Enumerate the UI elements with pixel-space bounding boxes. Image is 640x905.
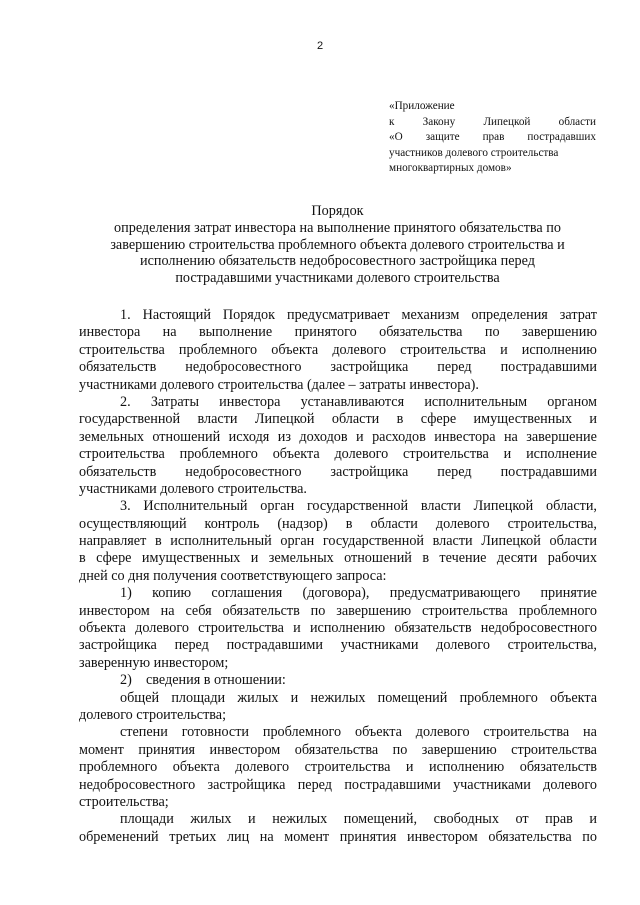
body-word: на xyxy=(259,828,274,845)
body-word: исполнительный xyxy=(170,533,272,550)
body-word: долевого xyxy=(135,620,189,637)
body-word: строительства xyxy=(403,446,489,463)
body-word: течение xyxy=(439,550,487,567)
body-word: принятия xyxy=(339,828,397,845)
body-line: участниками долевого строительства. xyxy=(79,480,307,497)
body-line xyxy=(79,620,597,637)
appendix-line-4: участников долевого строительства xyxy=(389,146,559,159)
body-word: нежилых xyxy=(272,811,328,828)
body-line: заверенную инвестором; xyxy=(79,654,229,671)
body-word: устанавливаются xyxy=(300,393,405,410)
body-word: недобросовестного xyxy=(185,463,302,480)
appendix-word: Липецкой xyxy=(483,115,531,128)
document-title xyxy=(80,203,595,287)
body-word: области xyxy=(331,411,380,428)
appendix-word: прав xyxy=(482,131,505,144)
body-word: на xyxy=(503,428,518,445)
body-word: контроль xyxy=(204,515,260,532)
body-word: момент xyxy=(284,828,330,845)
body-word: в xyxy=(79,550,86,567)
body-line: дней со дня получения соответствующего запроса: xyxy=(79,567,387,584)
body-word: по xyxy=(392,741,408,758)
body-word: в xyxy=(154,533,162,550)
body-line xyxy=(79,342,597,359)
body-word: объекта xyxy=(272,446,320,463)
body-word: по xyxy=(582,828,597,845)
body-word: инвестора xyxy=(79,324,141,341)
body-word: и xyxy=(503,446,512,463)
body-word: 2. xyxy=(120,393,131,410)
body-word: проблемного xyxy=(262,724,342,741)
body-word: отношений xyxy=(344,550,412,567)
body-word: (надзор) xyxy=(277,515,328,532)
body-word: обременений xyxy=(79,828,159,845)
body-word: и xyxy=(500,341,508,358)
body-line xyxy=(79,464,597,481)
title-heading: Порядок xyxy=(311,203,364,219)
body-word: застройщика xyxy=(207,776,286,793)
body-line xyxy=(79,603,597,620)
appendix-word: области xyxy=(558,115,596,128)
body-word: пострадавшими xyxy=(344,776,441,793)
body-word: пострадавшими xyxy=(500,359,597,376)
body-word: 1. xyxy=(120,307,131,323)
body-word: объекта xyxy=(172,759,220,776)
body-word: инвестором xyxy=(79,602,150,619)
body-word: строительства xyxy=(400,341,486,358)
body-word: проблемного xyxy=(518,602,597,619)
body-word: застройщика xyxy=(330,463,409,480)
body-word: недобросовестного xyxy=(79,776,196,793)
body-word: перед xyxy=(174,637,209,654)
body-word: долевого xyxy=(235,759,290,776)
body-word: земельных xyxy=(268,550,334,567)
body-word: строительства xyxy=(304,759,391,776)
body-word: инвестора xyxy=(219,393,281,410)
body-line xyxy=(79,585,597,602)
body-word: из xyxy=(277,428,291,445)
body-word: сфере xyxy=(96,550,132,567)
body-word: степени xyxy=(120,724,168,741)
appendix-line-5: многоквартирных домов» xyxy=(389,162,512,175)
body-word: и xyxy=(405,759,414,776)
body-word: объекта xyxy=(79,620,126,637)
body-word: механизм xyxy=(401,307,460,323)
body-word: и xyxy=(589,411,597,428)
body-word: обязательств xyxy=(79,463,157,480)
body-line xyxy=(79,724,597,741)
body-word: участниками xyxy=(340,637,419,654)
body-word: инвестора xyxy=(434,428,496,445)
body-word: имущественных xyxy=(473,411,572,428)
body-word: обязательства xyxy=(294,741,379,758)
body-word: в xyxy=(345,515,353,532)
page-number: 2 xyxy=(316,40,324,52)
body-word: третьих xyxy=(169,828,217,845)
body-word: застройщика xyxy=(330,359,409,376)
body-line xyxy=(79,516,597,533)
body-word: Затраты xyxy=(150,393,199,410)
body-word: и xyxy=(248,811,256,828)
body-word: пострадавшими xyxy=(226,637,323,654)
body-word: инвестором xyxy=(407,828,478,845)
body-word: и xyxy=(293,620,301,637)
body-word: долевого xyxy=(332,341,387,358)
body-word: имущественных xyxy=(141,550,241,567)
body-word: обязательств xyxy=(394,620,472,637)
body-word: перед xyxy=(437,463,472,480)
body-line xyxy=(79,637,597,654)
body-line: долевого строительства; xyxy=(79,706,227,723)
body-word: исполнению xyxy=(521,341,597,358)
body-word: прав xyxy=(545,811,573,828)
body-word: строительства xyxy=(79,446,165,463)
body-word: расходов xyxy=(372,428,426,445)
body-word: строительства xyxy=(79,341,165,358)
body-word: выполнение xyxy=(198,324,273,341)
body-word: жилых xyxy=(190,811,232,828)
appendix-line-2 xyxy=(389,115,596,131)
body-word: помещений xyxy=(377,689,448,706)
body-word: на xyxy=(160,602,175,619)
body-word: объекта xyxy=(271,341,319,358)
title-line: определения затрат инвестора на выполнение принятого обязательства по xyxy=(114,219,561,236)
body-word: завершение xyxy=(526,428,597,445)
appendix-word: «О xyxy=(389,131,403,144)
body-word: Липецкой xyxy=(481,533,541,550)
body-word: определения xyxy=(471,307,548,323)
body-word: перед xyxy=(437,359,472,376)
body-line xyxy=(79,359,597,376)
body-word: Настоящий xyxy=(142,307,211,323)
document-body xyxy=(79,307,597,846)
body-word: орган xyxy=(260,498,295,515)
body-word: исходя xyxy=(228,428,270,445)
body-word: проблемного xyxy=(459,689,538,706)
body-line xyxy=(79,429,597,446)
body-word: строительства, xyxy=(507,637,597,654)
body-word: принятие xyxy=(540,585,597,602)
body-word: строительства xyxy=(511,741,597,758)
body-line xyxy=(79,742,597,759)
body-line xyxy=(79,759,597,776)
body-word: завершению xyxy=(336,602,412,619)
body-word: проблемного xyxy=(178,341,258,358)
body-word: рабочих xyxy=(547,550,597,567)
body-word: обязательств xyxy=(222,602,300,619)
body-word: 3. xyxy=(120,498,131,515)
title-line: исполнению обязательств недобросовестного застройщика перед xyxy=(140,253,535,270)
body-word: десяти xyxy=(496,550,538,567)
body-word: и xyxy=(356,428,364,445)
body-word: государственной xyxy=(79,411,181,428)
appendix-word: Закону xyxy=(422,115,456,128)
body-word: свободных xyxy=(433,811,499,828)
appendix-line-3 xyxy=(389,130,596,146)
body-word: строительства, xyxy=(507,515,597,532)
body-line xyxy=(79,829,597,846)
body-word: государственной xyxy=(322,533,425,550)
body-line xyxy=(79,811,597,828)
body-word: и xyxy=(290,689,299,706)
body-word: участниками xyxy=(453,776,531,793)
body-word: исполнению xyxy=(429,759,505,776)
body-word: недобросовестного xyxy=(185,359,302,376)
body-word: доходов xyxy=(299,428,348,445)
body-word: предусматривает xyxy=(286,307,390,323)
title-line: завершению строительства проблемного объекта долевого строительства и xyxy=(110,236,565,253)
body-word: Липецкой xyxy=(254,411,315,428)
body-word: 1) xyxy=(120,585,132,602)
body-line xyxy=(79,498,597,515)
body-word: жилых xyxy=(237,689,279,706)
body-word: перед xyxy=(297,776,333,793)
body-word: (договора), xyxy=(302,585,370,602)
body-word: затрат xyxy=(559,307,597,323)
body-line xyxy=(79,550,597,567)
body-line xyxy=(79,777,597,794)
body-word: пострадавшими xyxy=(500,463,597,480)
body-word: в xyxy=(422,550,430,567)
body-word: долевого xyxy=(543,776,597,793)
body-word: орган xyxy=(280,533,315,550)
body-word: и xyxy=(250,550,259,567)
body-word: предусматривающего xyxy=(389,585,521,602)
appendix-word: пострадавших xyxy=(527,131,596,144)
body-word: завершению xyxy=(421,741,497,758)
body-word: объекта xyxy=(354,724,402,741)
body-line xyxy=(79,394,597,411)
body-word: лиц xyxy=(226,828,250,845)
body-word: государственной xyxy=(306,498,409,515)
appendix-reference xyxy=(389,99,596,177)
body-word: власти xyxy=(432,533,473,550)
body-word: земельных xyxy=(79,428,144,445)
body-word: Липецкой xyxy=(473,498,534,515)
body-line xyxy=(79,307,597,324)
body-word: проблемного xyxy=(179,446,258,463)
body-line xyxy=(79,533,597,550)
body-word: общей xyxy=(120,689,160,706)
body-word: от xyxy=(515,811,529,828)
body-line: участниками долевого строительства (далее – затраты инвестора). xyxy=(79,376,479,393)
body-word: по xyxy=(310,602,326,619)
body-word: обязательств xyxy=(519,759,597,776)
body-word: принятия xyxy=(138,741,196,758)
body-word: области, xyxy=(545,498,597,515)
body-word: проблемного xyxy=(79,759,158,776)
appendix-line-1: «Приложение xyxy=(389,100,455,112)
body-word: исполнению xyxy=(309,620,386,637)
body-word: соглашения xyxy=(211,585,283,602)
body-word: направляет xyxy=(79,533,147,550)
body-word: строительства xyxy=(483,724,570,741)
body-line: 2) сведения в отношении: xyxy=(120,672,286,689)
body-word: застройщика xyxy=(79,637,157,654)
body-word: власти xyxy=(197,411,238,428)
body-word: помещений, xyxy=(343,811,418,828)
body-line xyxy=(79,411,597,428)
body-word: строительства xyxy=(422,602,508,619)
body-word: площади xyxy=(120,811,174,828)
body-word: готовности xyxy=(181,724,250,741)
body-word: исполнение xyxy=(526,446,597,463)
body-word: обязательства xyxy=(379,324,463,341)
body-word: на xyxy=(162,324,177,341)
body-line xyxy=(79,446,597,463)
body-word: исполнительным xyxy=(424,393,528,410)
body-word: на xyxy=(583,724,597,741)
body-word: нежилых xyxy=(310,689,366,706)
body-line: строительства; xyxy=(79,793,169,810)
body-word: Исполнительный xyxy=(143,498,248,515)
body-word: завершению xyxy=(522,324,597,341)
body-word: долевого xyxy=(435,515,490,532)
body-word: осуществляющий xyxy=(79,515,187,532)
body-word: площади xyxy=(171,689,226,706)
body-word: сфере xyxy=(420,411,457,428)
body-word: области xyxy=(370,515,418,532)
body-word: власти xyxy=(420,498,461,515)
body-word: обязательства xyxy=(488,828,572,845)
body-word: себя xyxy=(185,602,212,619)
body-word: долевого xyxy=(436,637,490,654)
body-word: копию xyxy=(152,585,192,602)
body-word: объекта xyxy=(550,689,597,706)
appendix-word: защите xyxy=(425,131,460,144)
body-word: недобросовестного xyxy=(480,620,597,637)
body-word: принятого xyxy=(294,324,357,341)
appendix-word: к xyxy=(389,115,395,128)
body-line xyxy=(79,324,597,341)
body-word: по xyxy=(484,324,500,341)
body-word: области xyxy=(549,533,597,550)
body-word: долевого xyxy=(415,724,470,741)
body-word: органом xyxy=(547,393,597,410)
body-word: долевого xyxy=(334,446,389,463)
body-word: и xyxy=(589,811,597,828)
body-word: отношений xyxy=(152,428,221,445)
body-word: в xyxy=(396,411,404,428)
body-word: инвестором xyxy=(209,741,281,758)
body-word: Порядок xyxy=(222,307,276,323)
body-word: строительства xyxy=(198,620,284,637)
title-line: пострадавшими участниками долевого строительства xyxy=(175,270,500,287)
body-word: момент xyxy=(79,741,124,758)
body-line xyxy=(79,690,597,707)
body-word: обязательств xyxy=(79,359,157,376)
